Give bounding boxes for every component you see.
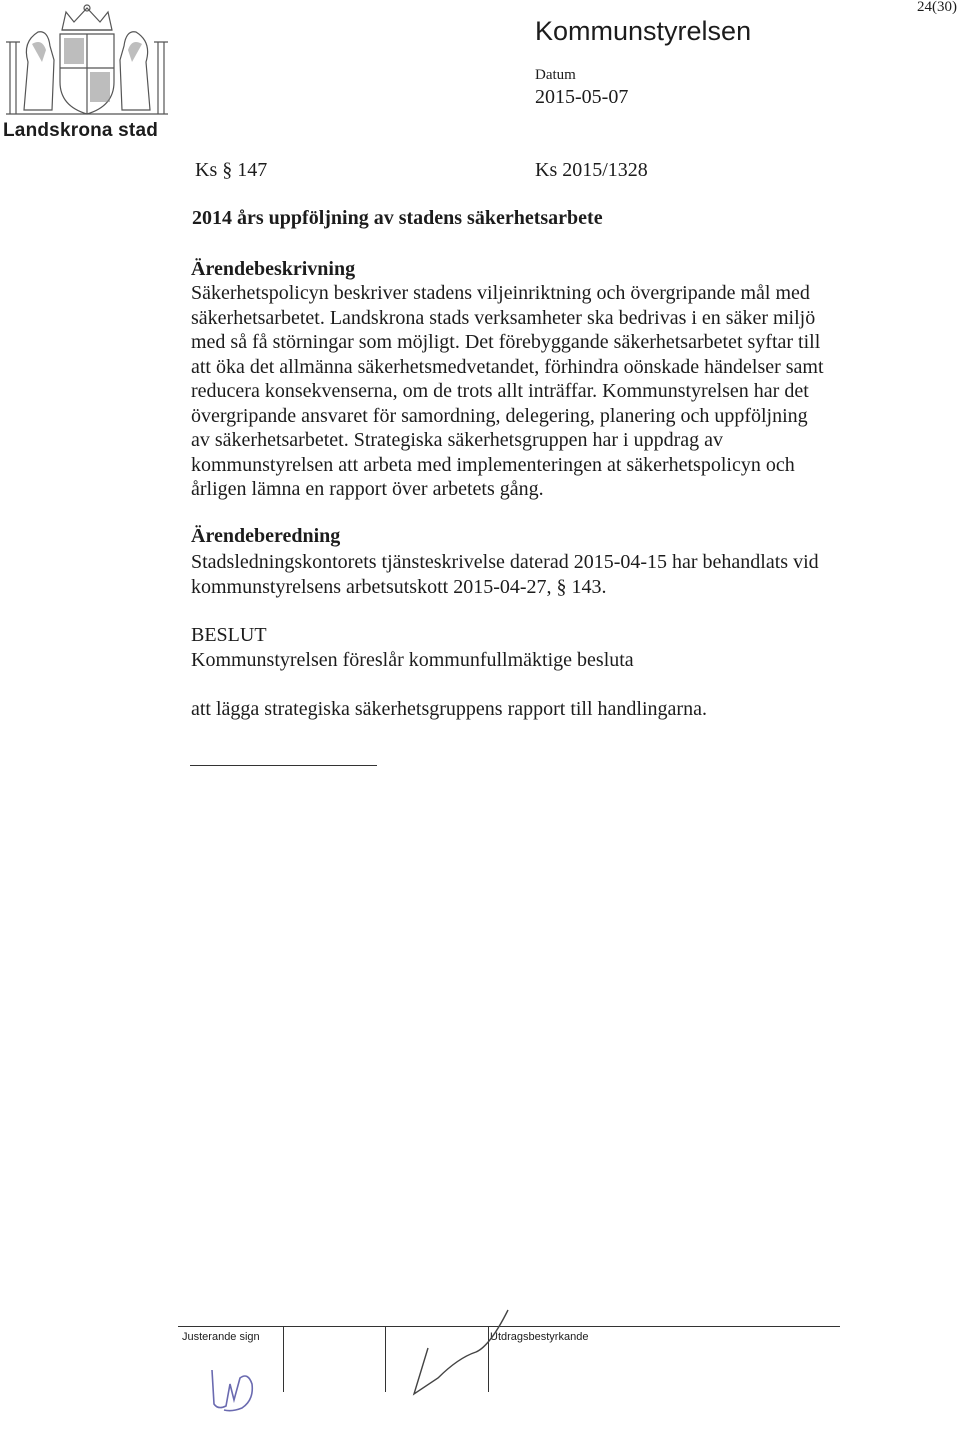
text-line: kommunstyrelsens arbetsutskott 2015-04-27, § 143. [191,575,607,598]
beskrivning-paragraph [191,281,881,502]
organization-name: Landskrona stad [3,120,159,141]
text-line: Kommunstyrelsen föreslår kommunfullmäktige besluta [191,649,634,671]
page-number: 24(30) [917,0,957,15]
beslut-decision [191,697,881,722]
date-label: Datum [535,67,576,83]
section-heading-beskrivning: Ärendebeskrivning [191,258,356,280]
beredning-paragraph [191,550,881,599]
text-line: av säkerhetsarbetet. Strategiska säkerhetsgruppen har i uppdrag av [191,429,724,451]
signature-initials-1 [204,1364,264,1416]
section-heading-beslut: BESLUT [191,624,267,646]
text-line: säkerhetsarbetet. Landskrona stads verksamheter ska bedrivas i en säker miljö [191,306,816,329]
case-number: Ks 2015/1328 [535,159,648,181]
end-rule [190,765,377,766]
footer-divider [385,1326,386,1392]
text-line: Säkerhetspolicyn beskriver stadens viljeinriktning och övergripande mål med [191,282,810,304]
date-value: 2015-05-07 [535,86,629,108]
utdragsbestyrkande-label: Utdragsbestyrkande [490,1331,589,1343]
text-line: att öka det allmänna säkerhetsmedvetandet, förhindra oönskade händelser samt [191,355,824,378]
text-line: övergripande ansvaret för samordning, delegering, planering och uppföljning [191,404,808,427]
document-title: 2014 års uppföljning av stadens säkerhetsarbete [192,207,603,229]
text-line: att lägga strategiska säkerhetsgruppens rapport till handlingarna. [191,698,707,720]
justerande-sign-label: Justerande sign [182,1331,260,1343]
section-heading-beredning: Ärendeberedning [191,525,341,547]
text-line: med så få störningar som möjligt. Det förebyggande säkerhetsarbetet syftar till [191,331,821,353]
text-line: årligen lämna en rapport över arbetets gång. [191,478,544,500]
footer-divider [283,1326,284,1392]
body-name: Kommunstyrelsen [535,16,752,46]
text-line: reducera konsekvenserna, om de trots allt inträffar. Kommunstyrelsen har det [191,380,809,402]
text-line: kommunstyrelsen att arbeta med implementeringen at säkerhetspolicyn och [191,453,795,476]
text-line: Stadsledningskontorets tjänsteskrivelse daterad 2015-04-15 har behandlats vid [191,551,819,573]
signature-footer [178,1326,840,1440]
coat-of-arms-logo [2,2,172,120]
beslut-proposal [191,648,881,673]
signature-initials-2 [398,1308,518,1400]
paragraph-reference: Ks § 147 [195,159,268,181]
